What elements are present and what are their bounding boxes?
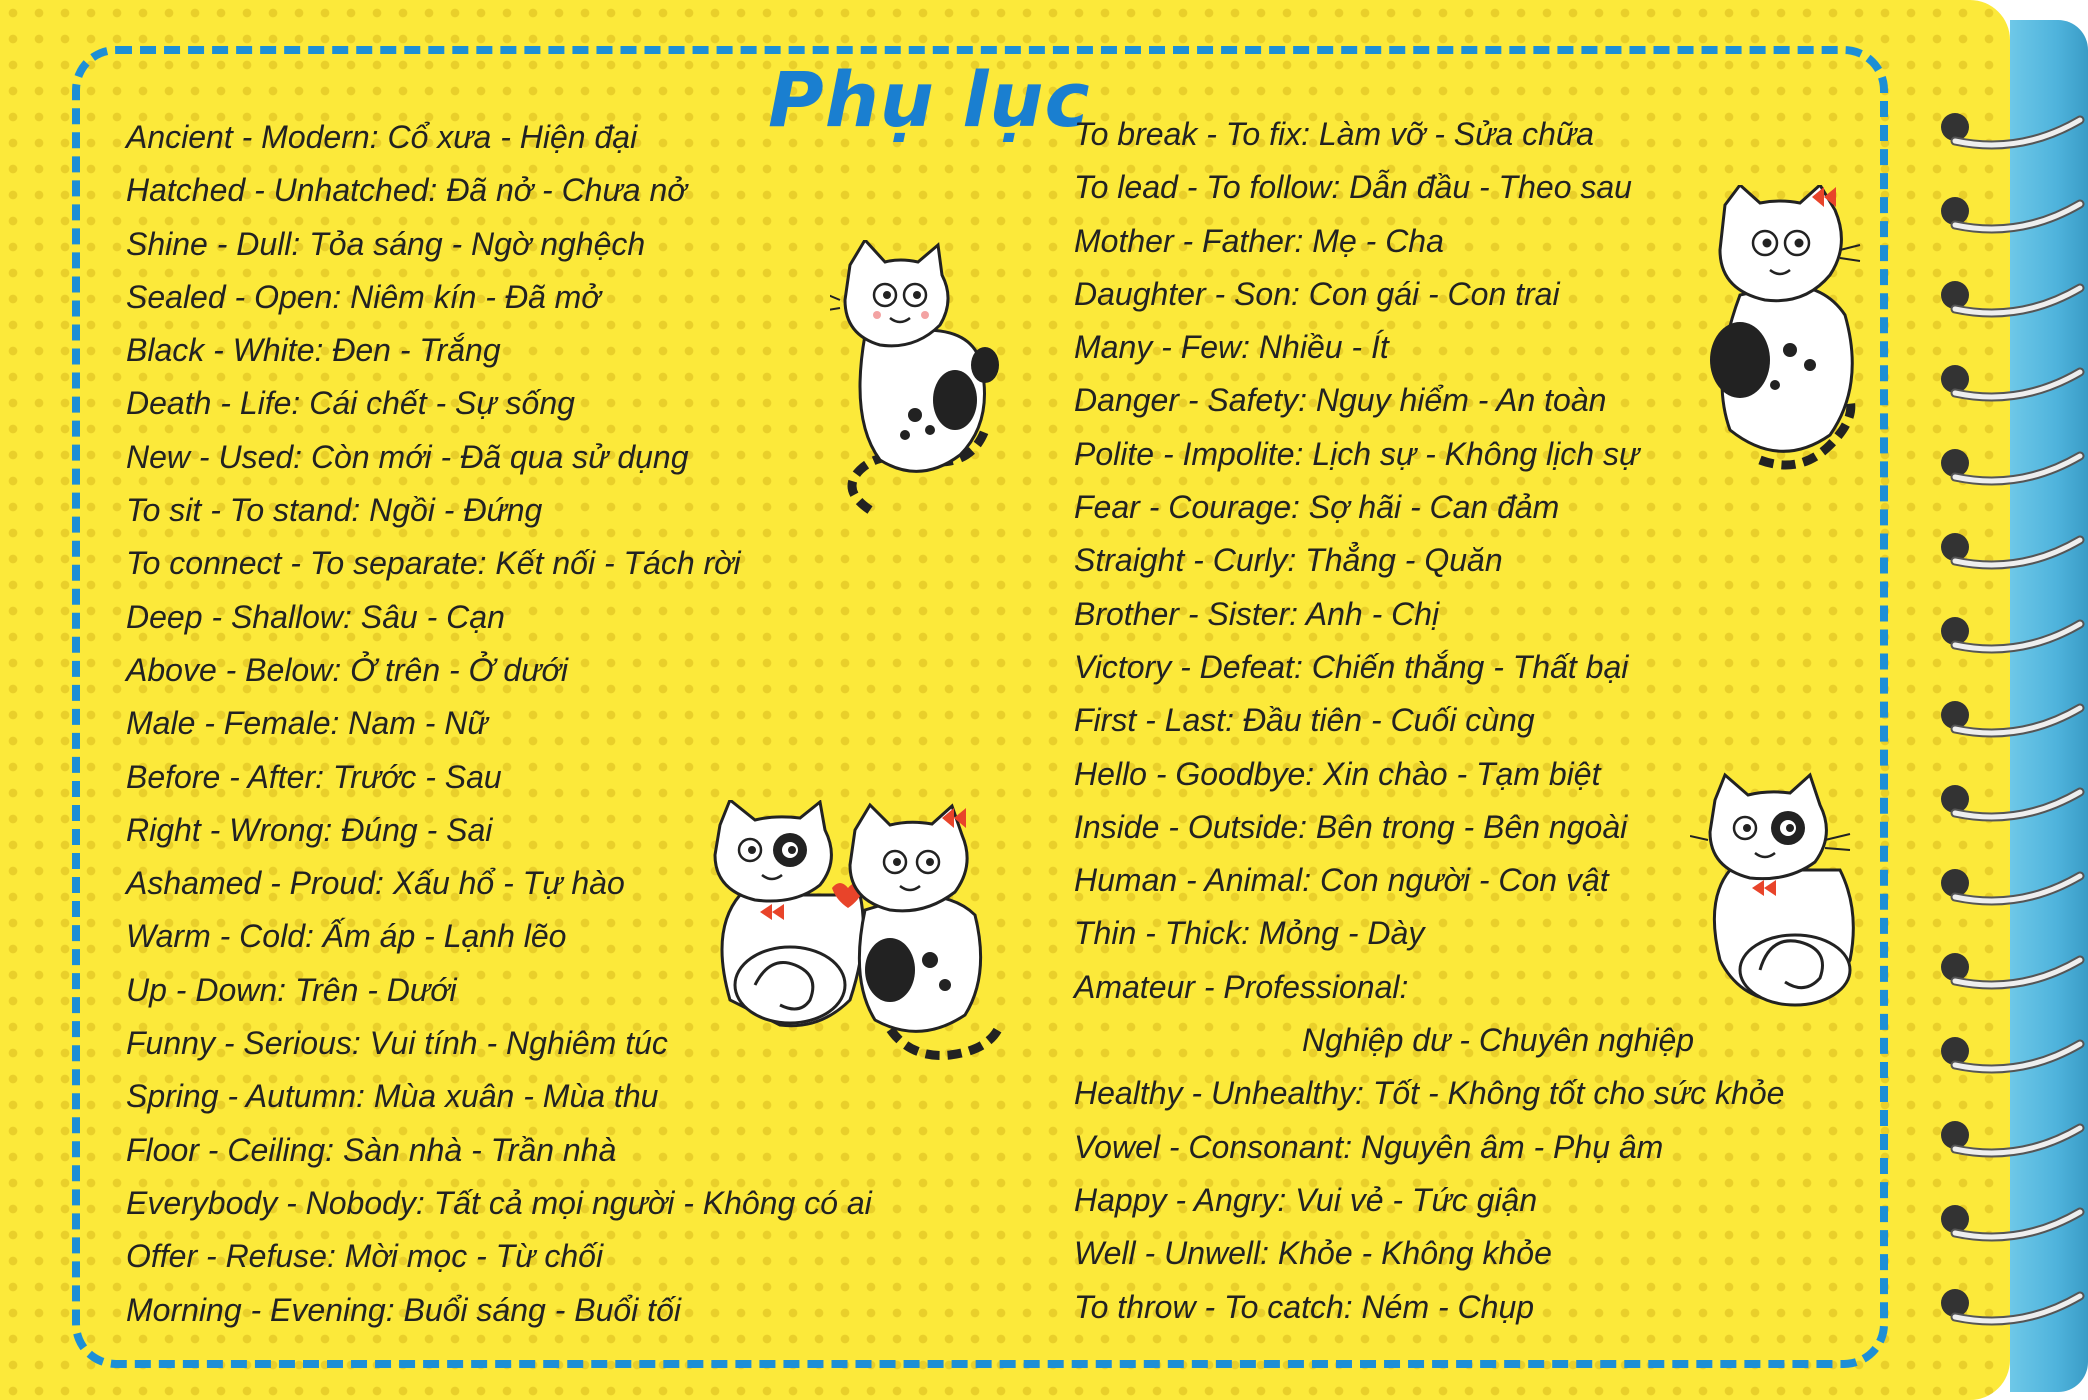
spiral-ring (1930, 1103, 2088, 1163)
word-pair: Human - Animal: Con người - Con vật (1074, 862, 1609, 899)
word-pair: Victory - Defeat: Chiến thắng - Thất bại (1074, 648, 1629, 685)
word-pair: Ancient - Modern: Cổ xưa - Hiện đại (126, 119, 638, 155)
spiral-ring (1930, 935, 2088, 995)
spiral-ring (1930, 347, 2088, 407)
spiral-ring (1930, 515, 2088, 575)
word-pair: Hatched - Unhatched: Đã nở - Chưa nở (126, 172, 687, 209)
spiral-binding (1930, 95, 2088, 1355)
word-pair: Before - After: Trước - Sau (126, 758, 502, 795)
word-pair: Happy - Angry: Vui vẻ - Tức giận (1074, 1181, 1538, 1218)
word-pair: To throw - To catch: Ném - Chụp (1074, 1288, 1535, 1325)
cat-illustration (700, 800, 1020, 1075)
page-title: Phụ lục (768, 55, 1091, 144)
word-pair: First - Last: Đầu tiên - Cuối cùng (1074, 702, 1535, 739)
word-pair: Up - Down: Trên - Dưới (126, 971, 457, 1008)
word-pair: Well - Unwell: Khỏe - Không khỏe (1074, 1235, 1552, 1272)
word-pair: Ashamed - Proud: Xấu hổ - Tự hào (126, 865, 625, 902)
word-pair: Black - White: Đen - Trắng (126, 332, 501, 369)
word-pair: Deep - Shallow: Sâu - Cạn (126, 598, 505, 635)
word-pair-continuation: Nghiệp dư - Chuyên nghiệp (1302, 1022, 1695, 1059)
word-pair: Death - Life: Cái chết - Sự sống (126, 385, 575, 422)
word-pair: Straight - Curly: Thẳng - Quăn (1074, 542, 1503, 579)
word-pair: Right - Wrong: Đúng - Sai (126, 811, 493, 848)
word-pair: Morning - Evening: Buổi sáng - Buổi tối (126, 1291, 681, 1328)
cat-illustration (1690, 770, 1880, 1030)
word-pair: Healthy - Unhealthy: Tốt - Không tốt cho sức khỏe (1074, 1075, 1785, 1112)
word-pair: Thin - Thick: Mỏng - Dày (1074, 915, 1425, 952)
word-pair: Hello - Goodbye: Xin chào - Tạm biệt (1074, 755, 1601, 792)
word-pair: Inside - Outside: Bên trong - Bên ngoài (1074, 808, 1628, 845)
word-pair: Polite - Impolite: Lịch sự - Không lịch sự (1074, 435, 1640, 472)
word-pair: Danger - Safety: Nguy hiểm - An toàn (1074, 382, 1607, 419)
word-pair: To sit - To stand: Ngồi - Đứng (126, 492, 543, 529)
word-pair: Floor - Ceiling: Sàn nhà - Trần nhà (126, 1131, 617, 1168)
spiral-ring (1930, 767, 2088, 827)
spiral-ring (1930, 179, 2088, 239)
word-pair: Warm - Cold: Ấm áp - Lạnh lẽo (126, 918, 567, 955)
spiral-ring (1930, 95, 2088, 155)
spiral-ring (1930, 1019, 2088, 1079)
word-pair: Above - Below: Ở trên - Ở dưới (126, 651, 568, 688)
spiral-ring (1930, 851, 2088, 911)
word-pair: Spring - Autumn: Mùa xuân - Mùa thu (126, 1078, 659, 1115)
left-word-list (126, 111, 872, 1337)
spiral-ring (1930, 263, 2088, 323)
spiral-ring (1930, 431, 2088, 491)
spiral-ring (1930, 1271, 2088, 1331)
word-pair: Daughter - Son: Con gái - Con trai (1074, 275, 1560, 312)
word-pair: Offer - Refuse: Mời mọc - Từ chối (126, 1238, 604, 1275)
word-pair: Brother - Sister: Anh - Chị (1074, 595, 1440, 632)
word-pair: Amateur - Professional: (1074, 968, 1409, 1005)
word-pair: To connect - To separate: Kết nối - Tách rời (126, 545, 741, 582)
spiral-ring (1930, 599, 2088, 659)
word-pair: Sealed - Open: Niêm kín - Đã mở (126, 278, 601, 315)
word-pair: To break - To fix: Làm vỡ - Sửa chữa (1074, 116, 1594, 152)
right-word-list (1074, 108, 1784, 1334)
word-pair: Vowel - Consonant: Nguyên âm - Phụ âm (1074, 1128, 1664, 1165)
cat-illustration (1700, 185, 1875, 475)
word-pair: Many - Few: Nhiều - Ít (1074, 329, 1389, 366)
word-pair: Funny - Serious: Vui tính - Nghiêm túc (126, 1025, 668, 1062)
spiral-ring (1930, 1187, 2088, 1247)
word-pair: To lead - To follow: Dẫn đầu - Theo sau (1074, 169, 1632, 206)
word-pair: New - Used: Còn mới - Đã qua sử dụng (126, 438, 689, 475)
cat-illustration (830, 240, 1010, 515)
word-pair: Everybody - Nobody: Tất cả mọi người - Không có ai (126, 1184, 872, 1221)
spiral-ring (1930, 683, 2088, 743)
word-pair: Shine - Dull: Tỏa sáng - Ngờ nghệch (126, 225, 646, 262)
word-pair: Male - Female: Nam - Nữ (126, 705, 488, 742)
word-pair: Fear - Courage: Sợ hãi - Can đảm (1074, 489, 1560, 526)
word-pair: Mother - Father: Mẹ - Cha (1074, 222, 1444, 259)
